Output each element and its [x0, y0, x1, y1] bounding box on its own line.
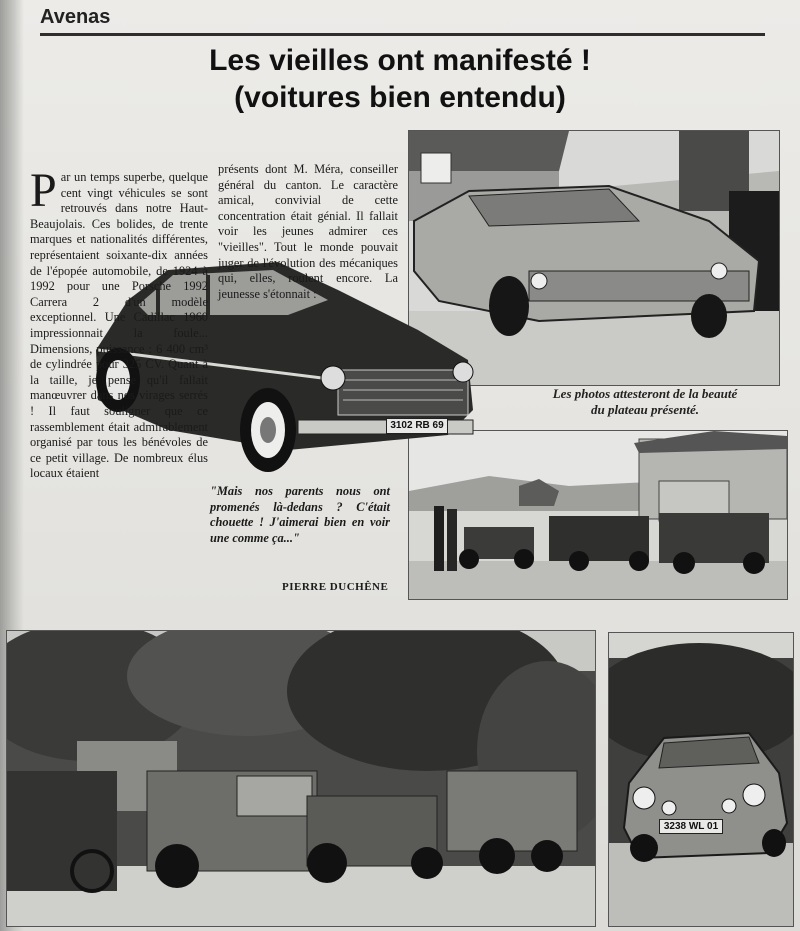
caption-line-1: Les photos attesteront de la beauté	[552, 386, 738, 401]
section-rule	[40, 33, 765, 36]
article-quote: "Mais nos parents nous ont promenés là-dedans ? C'était chouette ! J'aimerai bien en voir une comme ça..."	[210, 484, 390, 545]
headline	[60, 42, 740, 116]
military-trucks-image	[7, 631, 595, 926]
caption-line-2: du plateau présenté.	[591, 402, 699, 417]
photo-caption	[510, 386, 780, 418]
photo-alpine	[608, 632, 794, 927]
license-plate-ford: 3102 RB 69	[386, 418, 448, 434]
photo-military-trucks	[6, 630, 596, 927]
headline-line-2: (voitures bien entendu)	[234, 81, 566, 114]
alpine-image	[609, 633, 793, 926]
article-column-1	[30, 164, 208, 482]
article-quote-block	[210, 484, 390, 546]
article-col2-text: présents dont M. Méra, conseiller général du canton. Le caractère amical, convivial de cette concentration était génial. Il fallait voir les jeunes admirer ces "vieilles". Tout le monde pouvait juger de l'évolution des mécaniques qui, elles, roulent encore. La jeunesse s'étonnait :	[218, 162, 398, 301]
article-author: PIERRE DUCHÊNE	[282, 581, 389, 593]
article-dropcap: P	[30, 164, 57, 217]
license-plate-alpine: 3238 WL 01	[659, 819, 723, 834]
headline-line-1: Les vieilles ont manifesté !	[209, 44, 591, 77]
article-column-2	[218, 162, 398, 302]
article-col1-text: ar un temps superbe, quelque cent vingt véhicules se sont retrouvés dans notre Haut-Beaujolais. Ces bolides, de trente marques et nationalités différentes, représentaient soixante-dix années de l'épopée automobile, de 1924 à 1992 pour une Porsche 1992 Carrera 2 d'un modèle exceptionnel. Une Cadillac 1960 impressionnait la foule... Dimensions, puissance : 6 400 cm³ de cylindrée pour 325 CV. Quant à la taille, je pense qu'il fallait manœuvrer dans nos virages serrés ! Il faut souligner que ce rassemblement était admirablement organisé par tous les bénévoles de ce petit village. De nombreux élus locaux étaient	[30, 170, 208, 481]
section-title: Avenas	[40, 6, 111, 28]
